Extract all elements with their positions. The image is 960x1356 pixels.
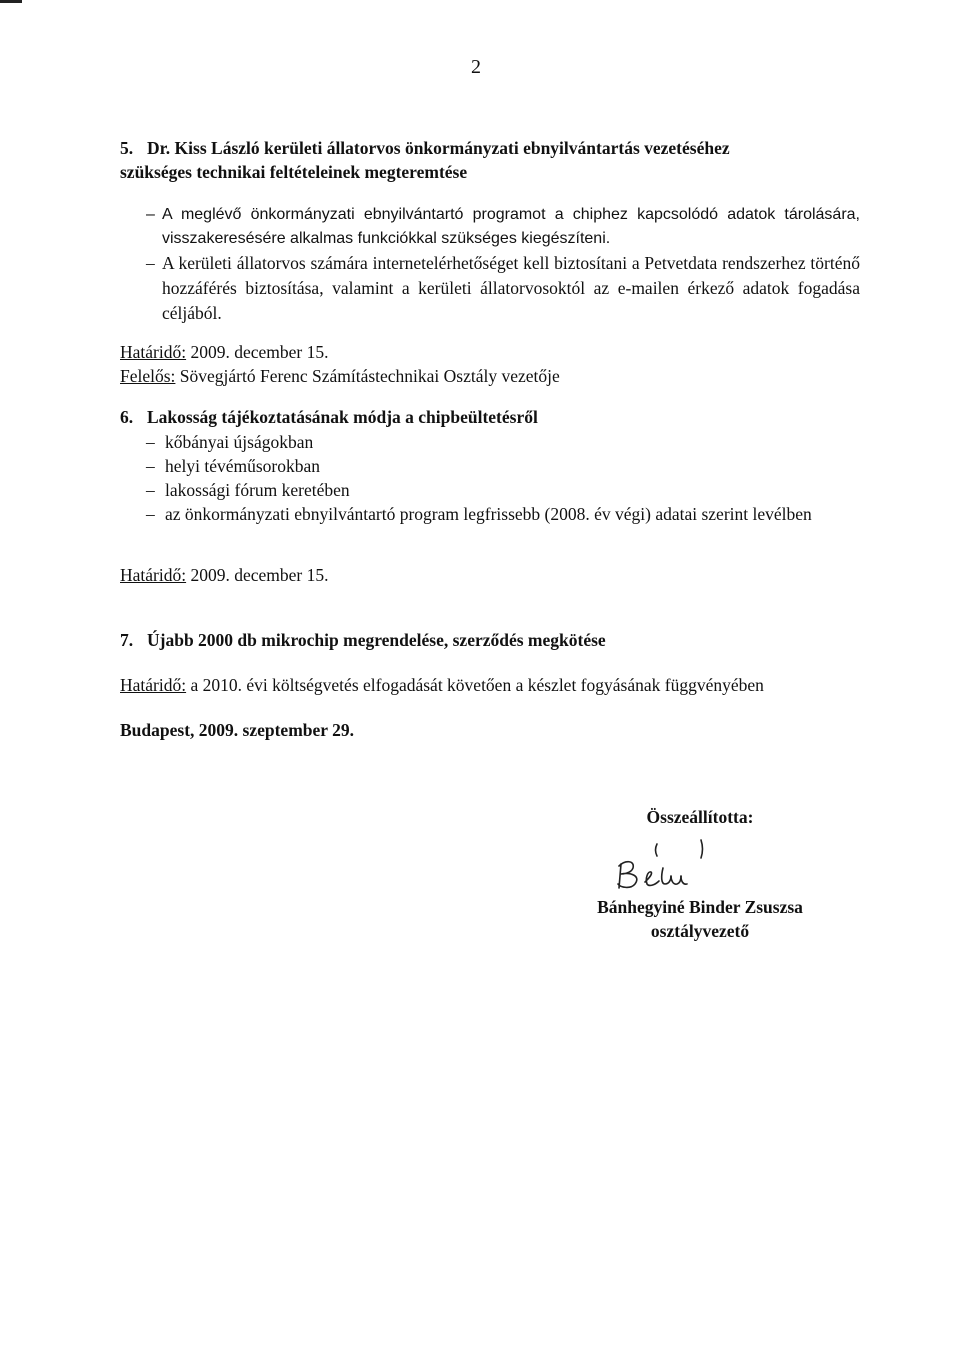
section-6-title-text: Lakosság tájékoztatásának módja a chipbeültetésről bbox=[147, 407, 538, 427]
scan-corner-mark bbox=[0, 0, 22, 3]
signatory-name: Bánhegyiné Binder Zsuszsa bbox=[597, 897, 803, 917]
list-item bbox=[120, 251, 860, 326]
section-7-deadline bbox=[120, 673, 860, 697]
page-number: 2 bbox=[471, 56, 481, 78]
deadline-value: 2009. december 15. bbox=[186, 342, 329, 362]
section-6-number: 6. bbox=[120, 407, 134, 427]
section-6-deadline bbox=[120, 563, 860, 587]
list-item-text: A meglévő önkormányzati ebnyilvántartó programot a chiphez kapcsolódó adatok tárolására, visszakeresésére alkalmas funkciókkal szükséges kiegészíteni. bbox=[162, 206, 860, 247]
list-item bbox=[120, 478, 860, 502]
section-5 bbox=[120, 136, 860, 184]
list-item bbox=[120, 454, 860, 478]
deadline-label: Határidő: bbox=[120, 565, 187, 585]
section-5-title-line2: szükséges technikai feltételeinek megteremtése bbox=[120, 162, 468, 182]
section-5-responsible bbox=[120, 364, 860, 388]
list-dash: – bbox=[146, 480, 155, 500]
section-7-number: 7. bbox=[120, 630, 134, 650]
handwritten-signature bbox=[605, 838, 715, 896]
section-6-title bbox=[120, 405, 860, 429]
deadline-label: Határidő: bbox=[120, 342, 187, 362]
list-item bbox=[120, 502, 860, 526]
place-date: Budapest, 2009. szeptember 29. bbox=[120, 720, 354, 740]
deadline-label: Határidő: bbox=[120, 675, 187, 695]
section-5-list bbox=[120, 203, 860, 251]
list-dash: – bbox=[146, 456, 155, 476]
list-dash: – bbox=[146, 206, 155, 223]
list-item-text: kőbányai újságokban bbox=[165, 432, 314, 452]
compiled-by-label: Összeállította: bbox=[646, 807, 754, 827]
list-dash: – bbox=[146, 432, 155, 452]
section-5-deadline bbox=[120, 340, 860, 364]
deadline-value: 2009. december 15. bbox=[186, 565, 329, 585]
list-item bbox=[120, 203, 860, 251]
section-7 bbox=[120, 628, 860, 652]
list-item-text: lakossági fórum keretében bbox=[165, 480, 350, 500]
list-dash: – bbox=[146, 504, 155, 524]
responsible-value: Sövegjártó Ferenc Számítástechnikai Osztály vezetője bbox=[175, 366, 560, 386]
section-5-title-line1: Dr. Kiss László kerületi állatorvos önkormányzati ebnyilvántartás vezetéséhez bbox=[147, 138, 730, 158]
section-5-number: 5. bbox=[120, 138, 134, 158]
responsible-label: Felelős: bbox=[120, 366, 176, 386]
section-5-list-2 bbox=[120, 251, 860, 326]
list-item-text: A kerületi állatorvos számára internetelérhetőséget kell biztosítani a Petvetdata rendszerhez történő hozzáférés biztosítása, valamint a kerületi állatorvosoktól az e-mailen érkező adatok fogadása céljából. bbox=[162, 253, 860, 323]
list-item-text: az önkormányzati ebnyilvántartó program legfrissebb (2008. év végi) adatai szerint levélben bbox=[165, 504, 812, 524]
list-item bbox=[120, 430, 860, 454]
list-item-text: helyi tévéműsorokban bbox=[165, 456, 321, 476]
list-dash: – bbox=[146, 253, 155, 273]
deadline-value: a 2010. évi költségvetés elfogadását követően a készlet fogyásának függvényében bbox=[186, 675, 764, 695]
signatory-position: osztályvezető bbox=[650, 921, 750, 941]
section-7-title-text: Újabb 2000 db mikrochip megrendelése, szerződés megkötése bbox=[147, 630, 606, 650]
section-5-title bbox=[120, 136, 860, 160]
section-7-title bbox=[120, 628, 860, 652]
section-6 bbox=[120, 405, 860, 526]
